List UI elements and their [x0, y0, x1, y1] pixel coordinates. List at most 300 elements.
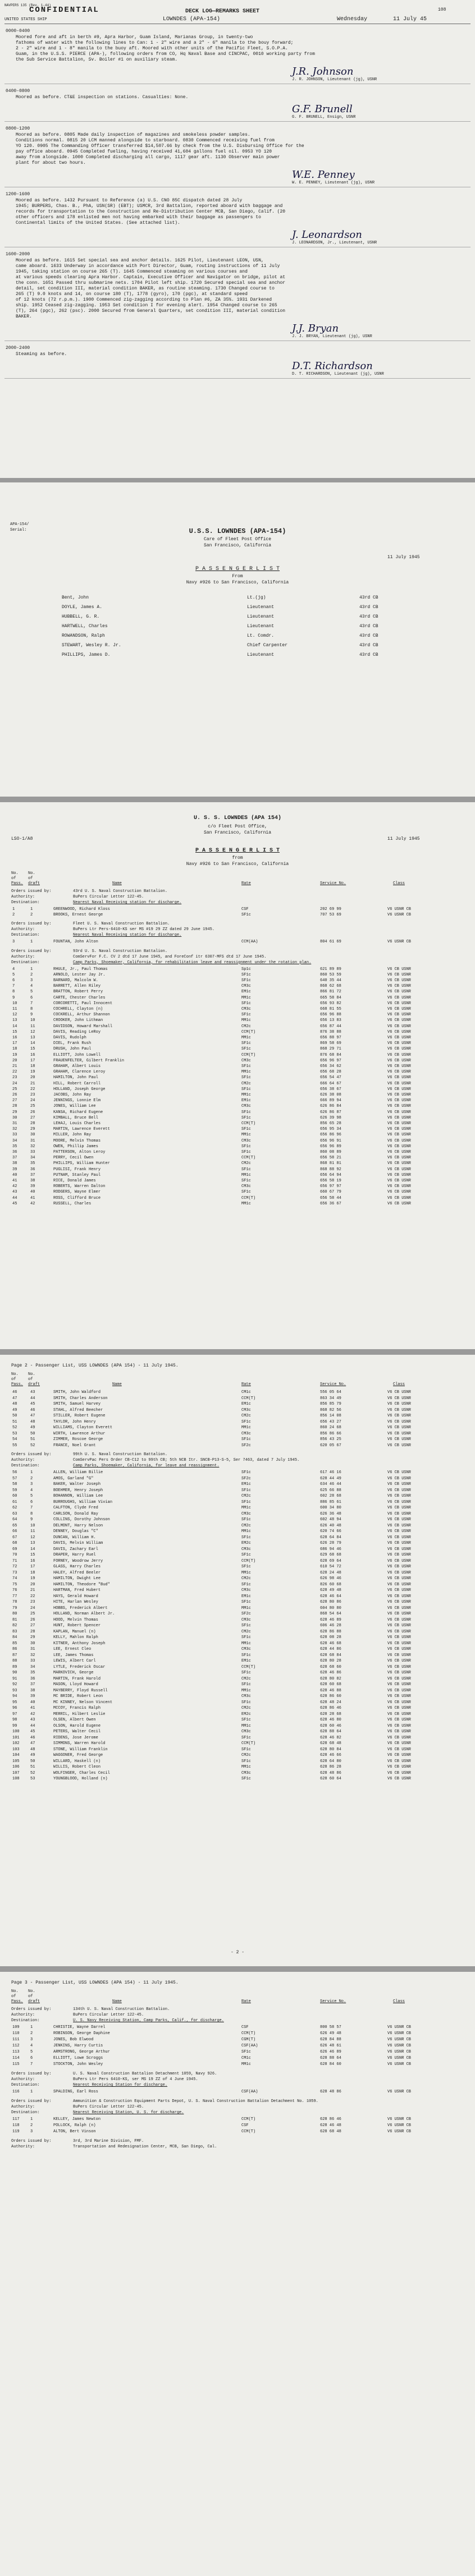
service-number: 804 61 69	[320, 940, 341, 945]
ship-heading: U.S.S. LOWNDES (APA-154)	[189, 527, 286, 535]
service-number: 628 86 88	[320, 1629, 341, 1634]
draft-no: 3	[30, 1482, 33, 1487]
service-number: 868 29 71	[320, 1047, 341, 1052]
watch-signer: J. R. JOHNSON, Lieutenant (jg), USNR	[292, 77, 377, 82]
draft-no: 1	[30, 2025, 33, 2030]
service-number: 628 49 48	[320, 1588, 341, 1593]
page1-from: from	[232, 855, 243, 861]
ship-label: UNITED STATES SHIP	[4, 17, 47, 22]
passenger-name: WILLIAMS, Clayton Everett	[53, 1425, 113, 1430]
passenger-rate: SF1c	[241, 1700, 251, 1705]
watch-signature: G.F. Brunell	[292, 103, 353, 115]
authority-text: BuPers Circular Letter 122-45.	[73, 895, 144, 899]
passenger-rate: CCM(T)	[241, 1558, 256, 1563]
passenger-rate: SF1c	[241, 1671, 251, 1675]
hdr-rate: Rate	[241, 1382, 251, 1387]
passenger-name: BARRETT, Allen Riley	[53, 984, 101, 989]
draft-no: 9	[30, 1013, 33, 1018]
passenger-class: V6 CB USNR	[387, 1718, 412, 1722]
pass-no: 15	[12, 1029, 17, 1034]
passenger-class: V6 CB USNR	[387, 1753, 412, 1758]
passenger-class: V6 CB USNR	[387, 1104, 412, 1109]
watch-text-line: detail, set condition III, material condition BAKER, as routine steaming. 1730 Changed course to	[16, 286, 275, 291]
passenger-class: V6 CB USNR	[387, 1431, 412, 1436]
passenger-name: HALEY, Alfred Beeler	[53, 1570, 101, 1575]
pass-no: 89	[12, 1664, 17, 1669]
passenger-name: DIEL, Frank Rush	[53, 1041, 92, 1046]
authority-text: BuPers Circular Letter 122-45.	[73, 2105, 144, 2109]
pass-no: 84	[12, 1635, 17, 1640]
watch-text-line: fathoms of water with the following lines to Can: 1 - 2" wire and a 2" - 6" manila to the bouy forward;	[16, 40, 294, 45]
passenger-class: V6 USNR CB	[387, 2031, 412, 2036]
passenger-rate: MM1c	[241, 1036, 251, 1040]
passenger-class: V6 CB USNR	[387, 1144, 412, 1149]
passenger-class: V6 CB USNR	[387, 1075, 412, 1080]
passenger-class: V6 CB USNR	[387, 1517, 412, 1522]
watch-text-line: Guam, in the U.S.S. PIERCE (APA-), following orders from CO, Hq Naval Base and CINCPAC, 0010 working party from	[16, 52, 315, 57]
draft-no: 5	[30, 990, 33, 995]
pass-no: 92	[12, 1682, 17, 1687]
draft-no: 2	[30, 972, 33, 977]
pass-no: 1	[12, 907, 15, 912]
pass-no: 79	[12, 1606, 17, 1611]
passenger-name: DAVIS, Zachary Earl	[53, 1547, 98, 1552]
service-number: 656 96 89	[320, 1144, 341, 1149]
passenger-name: RHULE, Jr., Paul Thomas	[53, 967, 108, 972]
service-number: 628 46 80	[320, 1718, 341, 1722]
pass-no: 24	[12, 1081, 17, 1086]
draft-no: 17	[30, 1058, 35, 1063]
passenger-rate: SF2c	[241, 1612, 251, 1616]
service-number: 656 97 97	[320, 1184, 341, 1189]
passenger-name: WAGGONER, Fred George	[53, 1753, 103, 1758]
pass-no: 106	[12, 1765, 20, 1769]
passenger-rate: MM1c	[241, 1723, 251, 1728]
pass-no: 58	[12, 1482, 17, 1487]
passenger-name: CALFTON, Clyde Fred	[53, 1506, 98, 1510]
service-number: 656 43 27	[320, 1419, 341, 1424]
passenger-rate: CM3c	[241, 1058, 251, 1063]
pass-no: 113	[12, 2050, 20, 2054]
service-number: 656 54 47	[320, 1075, 341, 1080]
draft-no: 36	[30, 1167, 35, 1172]
passenger-name: RODGERS, Wayne Elmer	[53, 1190, 101, 1195]
passenger-class: V6 CB USNR	[387, 1172, 412, 1177]
form-number: NAVPERS 135 (Rev. 1-44)	[4, 3, 51, 7]
watch-signature: D.T. Richardson	[292, 360, 373, 372]
passenger-name: PUGLISI, Frank Henry	[53, 1167, 101, 1172]
passenger-class: V6 CB USNR	[387, 1582, 412, 1587]
officer-unit: 43rd CB	[359, 614, 378, 619]
draft-no: 37	[30, 1172, 35, 1177]
passenger-name: HAMILTON, Theodore "Bud"	[53, 1582, 110, 1587]
service-number: 628 80 28	[320, 1659, 341, 1663]
draft-no: 50	[30, 1431, 35, 1436]
pass-no: 88	[12, 1659, 17, 1663]
pass-no: 81	[12, 1617, 17, 1622]
passenger-name: COCKRELL, Arthur Shannon	[53, 1013, 110, 1018]
pass-no: 57	[12, 1476, 17, 1481]
passenger-rate: MM1c	[241, 1506, 251, 1510]
passenger-class: V6 CB USNR	[387, 1081, 412, 1086]
watch-text-line: records for transportation to the Construction and Re-Distribution Center MCB, San Diego, Calif. (20	[16, 209, 286, 214]
watch-text-line: the Sub Service Battalion, Sv. Boiler #1 on auxiliary steam.	[16, 57, 178, 62]
orders-text: Fleet U. S. Naval Construction Battalion.	[73, 922, 170, 927]
passenger-name: BROOKS, Ernest George	[53, 913, 103, 918]
service-number: 656 95 34	[320, 1127, 341, 1132]
passenger-rate: SF1c	[241, 1047, 251, 1052]
orders-text: 43rd U. S. Naval Construction Battalion.	[73, 889, 168, 894]
passenger-rate: CM3c	[241, 1647, 251, 1652]
draft-no: 40	[30, 1700, 35, 1705]
passenger-name: FORNEY, Woodrow Jerry	[53, 1558, 103, 1563]
authority-text: ComServFor F.C. CV 2 dtd 17 June 1945, and ForeConf itr 6307-MFS dtd 17 June 1945.	[73, 954, 267, 959]
draft-no: 22	[30, 1594, 35, 1599]
watch-text-line: 1945; BURPERS, Chas. B., PhA, USN(SR) (EBT); USMCR, 3rd Battalion, reported aboard with baggage and	[16, 204, 283, 209]
passenger-rate: EM1c	[241, 1402, 251, 1406]
draft-no: 24	[30, 1606, 35, 1611]
watch-signer: J. J. BRYAN, Lieutenant (jg), USNR	[292, 334, 372, 339]
officer-unit: 43rd CB	[359, 652, 378, 657]
orders-text: 93rd U. S. Naval Construction Battalion.	[73, 949, 168, 954]
draft-no: 3	[30, 2037, 33, 2042]
service-number: 868 81 81	[320, 1161, 341, 1166]
passenger-name: ARNOLD, Lester Jay Jr.	[53, 972, 106, 977]
passenger-name: SMITH, Samuel Harvey	[53, 1402, 101, 1406]
draft-no: 8	[30, 1007, 33, 1011]
draft-no: 1	[30, 907, 33, 912]
service-number: 610 54 72	[320, 1565, 341, 1569]
passenger-name: DAVIDSON, Howard Marshall	[53, 1024, 113, 1029]
service-number: 656 96 88	[320, 1013, 341, 1018]
draft-no: 29	[30, 1127, 35, 1132]
destination-text: Nearest Naval Receiving station for discharge.	[73, 933, 182, 938]
hdr-draft: draft	[28, 1382, 40, 1387]
service-number: 628 60 64	[320, 1777, 341, 1781]
officer-unit: 43rd CB	[359, 643, 378, 648]
pass-no: 51	[12, 1419, 17, 1424]
passenger-rate: SF1c	[241, 1747, 251, 1752]
orders-label: Orders issued by:	[11, 2139, 52, 2143]
passenger-class: V6 CB USNR	[387, 1052, 412, 1057]
pass-no: 4	[12, 967, 15, 972]
pass-no: 109	[12, 2025, 20, 2030]
list-route: Navy #926 to San Francisco, California	[186, 580, 289, 585]
pass-no: 28	[12, 1104, 17, 1109]
pass-no: 56	[12, 1470, 17, 1475]
list-title: P A S S E N G E R L I S T	[195, 566, 280, 572]
passenger-name: ROBERTS, Warren Dalton	[53, 1184, 106, 1189]
passenger-class: V6 CB USNR	[387, 1110, 412, 1115]
passenger-class: V6 USNR CB	[387, 2117, 412, 2122]
passenger-name: GRAHAM, Albert Louis	[53, 1064, 101, 1069]
passenger-rate: CM2c	[241, 1629, 251, 1634]
draft-no: 49	[30, 1425, 35, 1430]
draft-no: 27	[30, 1115, 35, 1120]
watch-text-line: Steaming as before.	[16, 352, 67, 357]
hdr-name: Name	[112, 1382, 122, 1387]
passenger-name: DENNEY, Douglas "C"	[53, 1529, 98, 1534]
passenger-class: V6 CB USNR	[387, 1402, 412, 1406]
passenger-class: V6 CB USNR	[387, 1098, 412, 1103]
passenger-name: BAKER, Walter Joseph	[53, 1482, 101, 1487]
passenger-list-page-2	[0, 1355, 475, 1966]
passenger-rate: MM1c	[241, 1070, 251, 1075]
hdr-class: Class	[393, 1382, 405, 1387]
passenger-class: V6 CB USNR	[387, 1047, 412, 1052]
orders-label: Orders issued by:	[11, 889, 52, 894]
passenger-class: V6 USNR CB	[387, 2050, 412, 2054]
passenger-name: PERRY, Cecil Owen	[53, 1156, 94, 1161]
orders-text: 3rd, 3rd Marine Division, FMF.	[73, 2139, 144, 2143]
passenger-class: V6 CB USNR	[387, 1523, 412, 1528]
passenger-rate: SF1c	[241, 1064, 251, 1069]
pass-no: 114	[12, 2056, 20, 2060]
passenger-class: V6 CB USNR	[387, 1671, 412, 1675]
passenger-rate: MM1c	[241, 1606, 251, 1611]
hdr-no: No.	[11, 1372, 19, 1377]
watch-text-line: at various speeds clearing Apra Harbor. Captain, Executive Officer and Navigator on bridge, pilot at	[16, 275, 286, 280]
pass-no: 102	[12, 1741, 20, 1746]
passenger-name: JACOBS, John Ray	[53, 1093, 92, 1097]
pass-no: 91	[12, 1676, 17, 1681]
orders-label: Orders issued by:	[11, 2007, 52, 2012]
service-number: 656 34 62	[320, 1064, 341, 1069]
passenger-class: V6 CB USNR	[387, 1706, 412, 1710]
passenger-rate: SF1c	[241, 1777, 251, 1781]
passenger-class: V6 CB USNR	[387, 1133, 412, 1138]
passenger-name: JENKINS, Harry Curtis	[53, 2044, 103, 2048]
passenger-class: V6 CB USNR	[387, 1013, 412, 1018]
officer-rank: Lieutenant	[247, 652, 275, 657]
passenger-rate: CSF	[241, 2025, 249, 2030]
service-number: 626 28 79	[320, 1541, 341, 1545]
service-number: 856 65 28	[320, 1121, 341, 1126]
service-number: 628 46 89	[320, 1617, 341, 1622]
passenger-class: V6 CB USNR	[387, 1179, 412, 1183]
passenger-rate: CCM(T)	[241, 1664, 256, 1669]
hdr-of: of	[11, 1994, 16, 1999]
passenger-class: V6 USNR CB	[387, 2090, 412, 2094]
orders-label: Orders issued by:	[11, 922, 52, 927]
pass-no: 85	[12, 1641, 17, 1646]
passenger-name: DAVIS, Rudolph	[53, 1036, 86, 1040]
draft-no: 20	[30, 1582, 35, 1587]
service-number: 707 53 69	[320, 913, 341, 918]
service-number: 628 08 28	[320, 1635, 341, 1640]
service-number: 628 46 66	[320, 1753, 341, 1758]
draft-no: 12	[30, 1535, 35, 1540]
passenger-rate: SF1c	[241, 1001, 251, 1006]
pass-no: 59	[12, 1488, 17, 1493]
pass-no: 47	[12, 1396, 17, 1401]
draft-no: 2	[30, 1476, 33, 1481]
draft-no: 34	[30, 1156, 35, 1161]
service-number: 856 85 79	[320, 1402, 341, 1406]
service-number: 621 89 89	[320, 967, 341, 972]
passenger-name: MCCOY, Francis Ralph	[53, 1706, 101, 1710]
service-number: 628 80 86	[320, 1600, 341, 1604]
draft-no: 21	[30, 1081, 35, 1086]
pass-no: 21	[12, 1064, 17, 1069]
service-number: 876 38 88	[320, 1029, 341, 1034]
passenger-rate: CCM(T)	[241, 1396, 256, 1401]
passenger-rate: SF1c	[241, 1041, 251, 1046]
draft-no: 40	[30, 1190, 35, 1195]
passenger-rate: SF1c	[241, 1013, 251, 1018]
hdr-of: of	[28, 1994, 33, 1999]
pass-no: 32	[12, 1127, 17, 1132]
draft-no: 15	[30, 1553, 35, 1557]
passenger-name: MC BRIDE, Robert Leon	[53, 1694, 103, 1699]
passenger-class: V6 CB USNR	[387, 1777, 412, 1781]
passenger-name: COCHRELL, Clayton (n)	[53, 1007, 103, 1011]
passenger-name: PHILLIPS, William Hunter	[53, 1161, 110, 1166]
passenger-rate: CCM(T)	[241, 1195, 256, 1200]
hdr-service: Service No.	[320, 881, 346, 886]
watch-text-line: the conn. 1651 Passed thru submarine nets. 1704 Pilot left ship. 1720 Secured special sea and anchor	[16, 280, 286, 286]
pass-no: 103	[12, 1747, 20, 1752]
passenger-rate: SF1c	[241, 1682, 251, 1687]
service-number: 628 80 82	[320, 1676, 341, 1681]
passenger-rate: CM1c	[241, 2056, 251, 2060]
page-number: 108	[438, 7, 446, 12]
passenger-rate: MM1c	[241, 1133, 251, 1138]
service-number: 626 46 89	[320, 2050, 341, 2054]
passenger-rate: CM3c	[241, 1617, 251, 1622]
pass-no: 72	[12, 1565, 17, 1569]
service-number: 628 88 64	[320, 2056, 341, 2060]
watch-text-line: ship. 1952 Ceased zig-zagging. 1953 Set condition I for evening alert. 1954 Changed course to 265	[16, 303, 277, 308]
passenger-rate: CCM(T)	[241, 2031, 256, 2036]
service-number: 860 08 89	[320, 1150, 341, 1154]
classification-stamp: CONFIDENTIAL	[29, 6, 99, 15]
service-number: 868 88 92	[320, 1167, 341, 1172]
passenger-name: PETERS, Walter Cecil	[53, 1729, 101, 1734]
service-number: 886 85 61	[320, 1499, 341, 1505]
deck-log-title: DECK LOG—REMARKS SHEET	[185, 8, 260, 15]
pass-no: 26	[12, 1093, 17, 1097]
service-number: 626 36 48	[320, 1511, 341, 1516]
pass-no: 107	[12, 1770, 20, 1775]
deck-log-sheet	[0, 0, 475, 478]
service-number: 856 86 66	[320, 1431, 341, 1436]
service-number: 666 89 94	[320, 1098, 341, 1103]
log-date: 11 July 45	[393, 16, 427, 22]
passenger-rate: CSF	[241, 2123, 249, 2128]
draft-no: 26	[30, 1617, 35, 1622]
pass-no: 94	[12, 1694, 17, 1699]
pass-no: 101	[12, 1735, 20, 1740]
passenger-rate: SF1c	[241, 1517, 251, 1522]
passenger-class: V6 CB USNR	[387, 1759, 412, 1764]
passenger-name: WIRTH, Lawrence Arthur	[53, 1431, 106, 1436]
page1-date: 11 July 1945	[387, 836, 420, 841]
draft-no: 49	[30, 1753, 35, 1758]
passenger-rate: EM1c	[241, 1482, 251, 1487]
draft-no: 39	[30, 1694, 35, 1699]
hdr-of: of	[28, 876, 33, 881]
pass-no: 64	[12, 1517, 17, 1522]
officer-rank: Lieutenant	[247, 605, 275, 610]
draft-no: 1	[30, 2117, 33, 2122]
pass-no: 112	[12, 2044, 20, 2048]
draft-no: 18	[30, 1570, 35, 1575]
passenger-class: V6 CB USNR	[387, 1121, 412, 1126]
service-number: 626 40 48	[320, 1523, 341, 1528]
passenger-rate: MM1c	[241, 995, 251, 1000]
service-number: 656 68 28	[320, 1070, 341, 1075]
passenger-class: V6 CB USNR	[387, 1087, 412, 1092]
passenger-name: TAYLOR, John Henry	[53, 1419, 96, 1424]
passenger-name: ZIMMER, Roscoe George	[53, 1437, 103, 1442]
pass-no: 69	[12, 1547, 17, 1552]
draft-no: 2	[30, 2123, 33, 2128]
watch-text-line: of 12 knots (72 r.p.m.). 1900 Commenced zig-zagging according to Plan #6, ZA 35%. 1931 Darkened	[16, 297, 272, 302]
service-number: 628 80 84	[320, 1747, 341, 1752]
pass-no: 33	[12, 1133, 17, 1138]
passenger-name: KAPLAN, Manuel (n)	[53, 1629, 96, 1634]
draft-no: 35	[30, 1671, 35, 1675]
address-line-2: San Francisco, California	[203, 543, 272, 548]
passenger-name: MAYBERRY, Floyd Russell	[53, 1688, 108, 1693]
service-number: 628 28 68	[320, 1712, 341, 1717]
draft-no: 50	[30, 1759, 35, 1764]
passenger-class: V6 CB USNR	[387, 1688, 412, 1693]
passenger-rate: CCM(T)	[241, 2117, 256, 2122]
service-number: 629 68 68	[320, 1553, 341, 1557]
hdr-draft: draft	[28, 1999, 40, 2004]
service-number: 626 48 61	[320, 2044, 341, 2048]
watch-text-line: Moored as before. 1615 Set special sea and anchor details. 1625 Pilot, Lieutenant LEON, USN,	[16, 258, 264, 263]
passenger-rate: SF1c	[241, 1735, 251, 1740]
page1-address1: c/o Fleet Post Office,	[208, 824, 267, 829]
passenger-rate: CCM(T)	[241, 1741, 256, 1746]
watch-signature: J. Leonardson	[292, 229, 362, 241]
passenger-class: V6 CB USNR	[387, 1623, 412, 1628]
watch-text-line: YO 120. 0905 The Commanding Officer transferred $14,507.66 by check from the U.S. Disbursing Office for the	[16, 144, 304, 149]
pass-no: 36	[12, 1150, 17, 1154]
passenger-name: JONES, William Lee	[53, 1104, 96, 1109]
passenger-class: V6 CB USNR	[387, 1476, 412, 1481]
pass-no: 93	[12, 1688, 17, 1693]
passenger-class: V6 CB USNR	[387, 1018, 412, 1023]
pass-no: 42	[12, 1184, 17, 1189]
hdr-no: No.	[11, 871, 19, 876]
passenger-name: MARKOVICH, George	[53, 1671, 94, 1675]
watch-time: 2000-2400	[6, 346, 30, 351]
watch-time: 0800-1200	[6, 126, 30, 131]
watch-text-line: Conditions normal. 0815 20 LCM manned alongside to starboard. 0830 Commenced receiving fuel from	[16, 138, 275, 143]
passenger-rate: MM1c	[241, 1529, 251, 1534]
passenger-name: JENNINGS, Lonnie Elm	[53, 1098, 101, 1103]
passenger-rate: SF1c	[241, 1179, 251, 1183]
draft-no: 1	[30, 940, 33, 945]
service-number: 617 46 16	[320, 1470, 341, 1475]
service-number: 620 74 66	[320, 1529, 341, 1534]
passenger-rate: CM2c	[241, 1576, 251, 1581]
passenger-class: V6 CB USNR	[387, 990, 412, 995]
watch-text-line: BAKER.	[16, 314, 32, 319]
passenger-class: V6 USNR CB	[387, 2025, 412, 2030]
authority-label: Authority:	[11, 2105, 35, 2109]
passenger-name: BURROUGHS, William Vivian	[53, 1499, 113, 1505]
watch-signer: W. E. PENNEY, Lieutenant (jg), USNR	[292, 181, 375, 185]
passenger-rate: SF2c	[241, 1476, 251, 1481]
passenger-class: V6 CB USNR	[387, 1664, 412, 1669]
passenger-name: ELLIOTT, John Lowell	[53, 1052, 101, 1057]
passenger-rate: MM1c	[241, 1688, 251, 1693]
